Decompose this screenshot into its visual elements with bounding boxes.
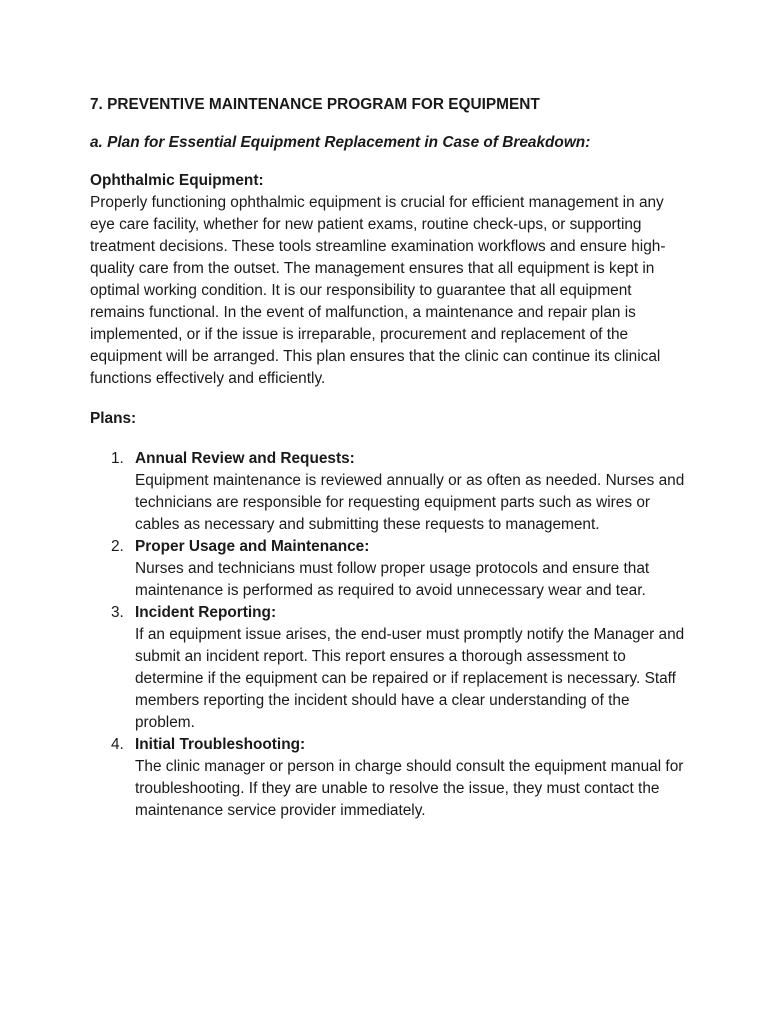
plans-title: Plans:: [90, 410, 137, 427]
plan-body: Equipment maintenance is reviewed annually or as often as needed. Nurses and technicians are responsible for requesting equipment parts such as wires or cables as necessary and submitting these requests to management.: [135, 472, 685, 533]
plan-title: Proper Usage and Maintenance:: [135, 538, 370, 555]
plans-list: [90, 448, 690, 822]
plan-item: [90, 448, 690, 536]
plan-body: If an equipment issue arises, the end-user must promptly notify the Manager and submit an incident report. This report ensures a thorough assessment to determine if the equipment can be repaired or if replacement is necessary. Staff members reporting the incident should have a clear understanding of the problem.: [135, 626, 685, 731]
document-page: [90, 94, 690, 822]
plan-title: Incident Reporting:: [135, 604, 277, 621]
section-body: Properly functioning ophthalmic equipment is crucial for efficient management in any eye care facility, whether for new patient exams, routine check-ups, or supporting treatment decisions. These tools streamline examination workflows and ensure high-quality care from the outset. The management ensures that all equipment is kept in optimal working condition. It is our responsibility to guarantee that all equipment remains functional. In the event of malfunction, a maintenance and repair plan is implemented, or if the issue is irreparable, procurement and replacement of the equipment will be arranged. This plan ensures that the clinic can continue its clinical functions effectively and efficiently.: [90, 194, 666, 387]
plan-number: 3.: [111, 604, 124, 621]
plan-title: Initial Troubleshooting:: [135, 736, 306, 753]
plan-body: Nurses and technicians must follow proper usage protocols and ensure that maintenance is performed as required to avoid unnecessary wear and tear.: [135, 560, 650, 599]
plan-item: [90, 602, 690, 734]
section-title: Ophthalmic Equipment:: [90, 172, 264, 189]
document-heading: 7. PREVENTIVE MAINTENANCE PROGRAM FOR EQUIPMENT: [90, 96, 540, 113]
document-subheading: a. Plan for Essential Equipment Replacement in Case of Breakdown:: [90, 134, 591, 151]
plan-number: 1.: [111, 450, 124, 467]
plan-item: [90, 734, 690, 822]
plan-item: [90, 536, 690, 602]
plan-title: Annual Review and Requests:: [135, 450, 355, 467]
plan-number: 4.: [111, 736, 124, 753]
plan-number: 2.: [111, 538, 124, 555]
plan-body: The clinic manager or person in charge should consult the equipment manual for troubleshooting. If they are unable to resolve the issue, they must contact the maintenance service provider immediately.: [135, 758, 684, 819]
